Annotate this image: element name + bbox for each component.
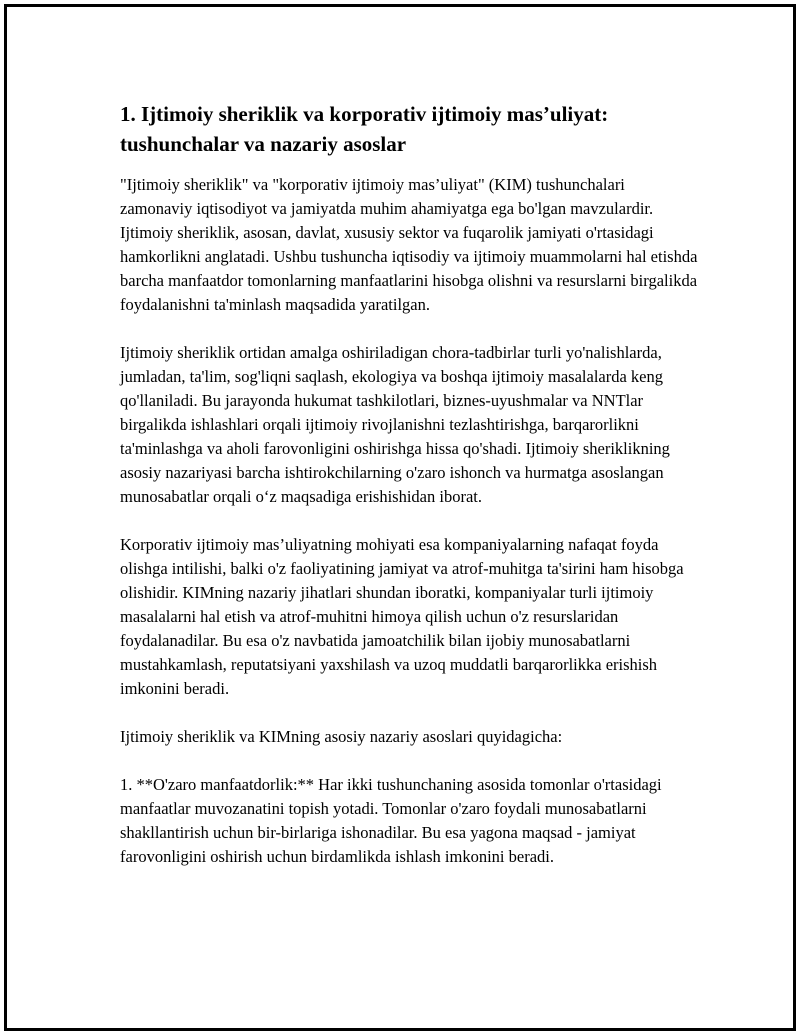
document-title: 1. Ijtimoiy sheriklik va korporativ ijtimoiy mas’uliyat: tushunchalar va nazariy asoslar <box>120 102 609 156</box>
document-body <box>120 99 700 893</box>
paragraph-4: Ijtimoiy sheriklik va KIMning asosiy nazariy asoslari quyidagicha: <box>120 727 563 746</box>
paragraph-2: Ijtimoiy sheriklik ortidan amalga oshiriladigan chora-tadbirlar turli yo'nalishlarda, jumladan, ta'lim, sog'liqni saqlash, ekologiya va boshqa ijtimoiy masalalarda keng qo'llaniladi. Bu jarayonda hukumat tashkilotlari, biznes-uyushmalar va NNTlar birgalikda ishlashlari orqali ijtimoiy rivojlanishni tezlashtirishga, barqarorlikni ta'minlashga va aholi farovonligini oshirishga hissa qo'shadi. Ijtimoiy sheriklikning asosiy nazariyasi barcha ishtirokchilarning o'zaro ishonch va hurmatga asoslangan munosabatlar orqali o‘z maqsadiga erishishidan iborat. <box>120 343 670 506</box>
paragraph-1: "Ijtimoiy sheriklik" va "korporativ ijtimoiy mas’uliyat" (KIM) tushunchalari zamonaviy iqtisodiyot va jamiyatda muhim ahamiyatga ega bo'lgan mavzulardir. Ijtimoiy sheriklik, asosan, davlat, xususiy sektor va fuqarolik jamiyati o'rtasidagi hamkorlikni anglatadi. Ushbu tushuncha iqtisodiy va ijtimoiy muammolarni hal etishda barcha manfaatdor tomonlarning manfaatlarini hisobga olishni va resurslarni birgalikda foydalanishni ta'minlash maqsadida yaratilgan. <box>120 175 698 314</box>
page-frame <box>4 4 796 1031</box>
paragraph-5: 1. **O'zaro manfaatdorlik:** Har ikki tushunchaning asosida tomonlar o'rtasidagi manfaatlar muvozanatini topish yotadi. Tomonlar o'zaro foydali munosabatlarni shakllantirish uchun bir-birlariga ishonadilar. Bu esa yagona maqsad - jamiyat farovonligini oshirish uchun birdamlikda ishlash imkonini beradi. <box>120 775 662 866</box>
paragraph-3: Korporativ ijtimoiy mas’uliyatning mohiyati esa kompaniyalarning nafaqat foyda olishga intilishi, balki o'z faoliyatining jamiyat va atrof-muhitga ta'sirini ham hisobga olishidir. KIMning nazariy jihatlari shundan iboratki, kompaniyalar turli ijtimoiy masalalarni hal etish va atrof-muhitni himoya qilish uchun o'z resurslaridan foydalanadilar. Bu esa o'z navbatida jamoatchilik bilan ijobiy munosabatlarni mustahkamlash, reputatsiyani yaxshilash va uzoq muddatli barqarorlikka erishish imkonini beradi. <box>120 535 684 698</box>
